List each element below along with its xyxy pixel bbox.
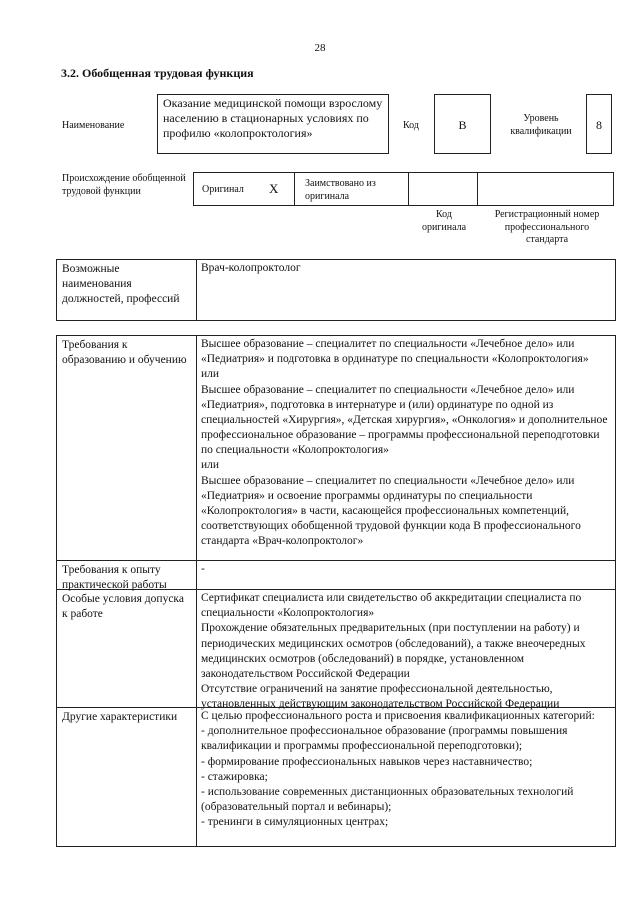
requirement-line: - стажировка; (201, 770, 268, 783)
requirement-value (197, 590, 615, 711)
requirement-label: Требования к образованию и обучению (57, 336, 197, 560)
requirement-line: - тренинги в симуляционных центрах; (201, 816, 389, 829)
code-original-cell (408, 172, 478, 206)
requirement-line: Высшее образование – специалитет по специальности «Лечебное дело» или «Педиатрия» и освоение программы ординатуры по специальности «Колопроктология» в части, касающейся профессиональных компетенций, соответствующих обобщенной трудовой функции кода B профессионального стандарта «Врач-колопроктолог» (201, 474, 581, 548)
requirement-line: Прохождение обязательных предварительных (при поступлении на работу) и периодических медицинских осмотров (обследований), а также внеочередных медицинских осмотров (обследований) в порядке, установленном законодательством Российской Федерации (201, 622, 586, 680)
name-value: Оказание медицинской помощи взрослому населению в стационарных условиях по профилю «колопроктология» (157, 94, 389, 154)
requirement-row-admission (56, 589, 616, 711)
reg-number-caption: Регистрационный номер профессионального стандарта (494, 209, 600, 245)
positions-value: Врач-колопроктолог (201, 262, 301, 274)
borrowed-cell (294, 172, 409, 206)
requirement-value (197, 336, 615, 560)
code-original-caption: Код оригинала (421, 209, 467, 233)
code-label: Код (403, 120, 419, 131)
name-label: Наименование (62, 120, 125, 131)
section-title: 3.2. Обобщенная трудовая функция (61, 66, 254, 80)
borrowed-label: Заимствовано из оригинала (305, 178, 376, 202)
requirement-value (197, 708, 615, 846)
original-label: Оригинал (202, 184, 244, 195)
requirement-line: - использование современных дистанционных образовательных технологий (образовательный портал и вебинары); (201, 785, 574, 814)
requirement-label: Особые условия допуска к работе (57, 590, 197, 707)
requirement-row-other (56, 707, 616, 847)
original-mark: X (269, 181, 279, 196)
requirement-value (197, 561, 615, 589)
requirement-label: Другие характеристики (57, 708, 197, 846)
requirement-line: Отсутствие ограничений на занятие профессиональной деятельностью, установленных действующим законодательством Российской Федерации (201, 683, 560, 711)
requirement-line: Высшее образование – специалитет по специальности «Лечебное дело» или «Педиатрия» и подготовка в ординатуре по специальности «Колопроктология» (201, 338, 589, 366)
requirement-line: Сертификат специалиста или свидетельство об аккредитации специалиста по специальности «Колопроктология» (201, 592, 582, 620)
requirement-line: - дополнительное профессиональное образование (программы повышения квалификации и программы профессиональной переподготовки); (201, 725, 568, 753)
origin-label: Происхождение обобщенной трудовой функции (62, 173, 186, 197)
level-value: 8 (586, 94, 612, 154)
level-label: Уровень квалификации (510, 113, 572, 137)
requirement-row-education (56, 335, 616, 561)
original-cell (193, 172, 295, 206)
requirement-row-experience (56, 560, 616, 590)
requirement-line: - формирование профессиональных навыков через наставничество; (201, 755, 533, 768)
requirement-label: Требования к опыту практической работы (57, 561, 197, 589)
page-number: 28 (314, 42, 326, 54)
reg-number-cell (477, 172, 614, 206)
requirement-line: С целью профессионального роста и присвоения квалификационных категорий: (201, 710, 595, 722)
positions-row (56, 259, 616, 321)
positions-label: Возможные наименования должностей, профессий (57, 260, 197, 320)
code-value: B (434, 94, 491, 154)
requirement-line: - (201, 563, 205, 575)
requirement-line: или (201, 459, 220, 472)
requirement-line: Высшее образование – специалитет по специальности «Лечебное дело» или «Педиатрия», подготовка в интернатуре и (или) ординатуре по одной из специальностей «Хирургия», «Детская хирургия», «Онкология» и дополнительное профессиональное образование – программы профессиональной переподготовки по специальности «Колопроктология» (201, 383, 608, 457)
requirement-line: или (201, 368, 220, 381)
